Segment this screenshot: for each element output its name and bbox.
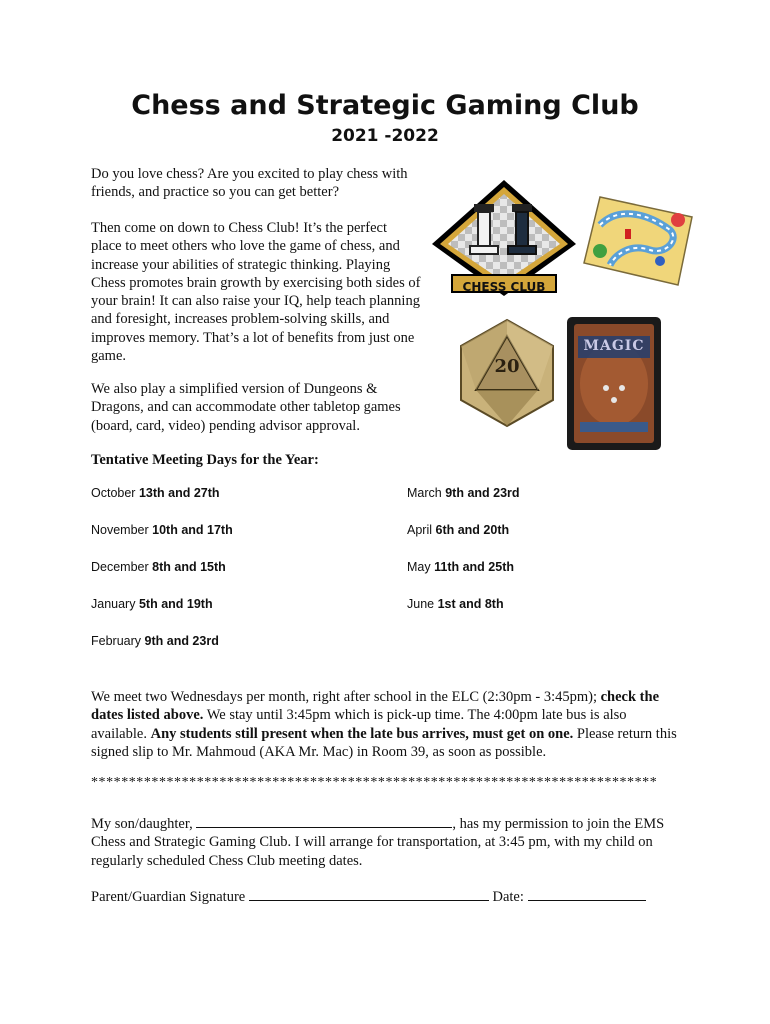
- meeting-day-june: June 1st and 8th: [407, 597, 504, 611]
- d20-face-number: 20: [494, 356, 520, 377]
- page-title: Chess and Strategic Gaming Club: [131, 90, 639, 121]
- meeting-day-december: December 8th and 15th: [91, 560, 226, 574]
- board-game-image: [580, 195, 695, 287]
- cut-line-divider: ***************************************************************************: [91, 775, 658, 790]
- signature-blank[interactable]: [249, 886, 489, 901]
- permission-slip-text: My son/daughter, , has my permission to join the EMS Chess and Strategic Gaming Club. I will arrange for transportation, at 3:45 pm, with my child on regularly scheduled Chess Club meeting dates.: [91, 813, 681, 870]
- date-blank[interactable]: [528, 886, 646, 901]
- meeting-day-may: May 11th and 25th: [407, 560, 514, 574]
- intro-paragraph-2: Then come on down to Chess Club! It’s the perfect place to meet others who love the game of chess, and increase your abilities of strategic thinking. Playing Chess promotes brain growth by exercising both sides of your brain! It can also raise your IQ, help teach planning and foresight, increases problem-solving skills, and improves memory. That’s a lot of benefits from just one game.: [91, 220, 421, 365]
- intro-paragraph-1: Do you love chess? Are you excited to play chess with friends, and practice so you can get better?: [91, 166, 408, 201]
- trading-card-logo-text: MAGIC: [583, 338, 645, 354]
- meeting-day-march: March 9th and 23rd: [407, 486, 520, 500]
- meeting-day-november: November 10th and 17th: [91, 523, 233, 537]
- schedule-paragraph: We meet two Wednesdays per month, right after school in the ELC (2:30pm - 3:45pm); check the dates listed above. We stay until 3:45pm which is pick-up time. The 4:00pm late bus is also available. Any students still present when the late bus arrives, must get on one. Please return this signed slip to Mr. Mahmoud (AKA Mr. Mac) in Room 39, as soon as possible.: [91, 689, 677, 760]
- meeting-days-heading: Tentative Meeting Days for the Year:: [91, 452, 319, 468]
- school-year: 2021 -2022: [331, 126, 439, 146]
- intro-paragraph-3: We also play a simplified version of Dungeons & Dragons, and can accommodate other tabletop games (board, card, video) pending advisor approval.: [91, 381, 401, 434]
- student-name-blank[interactable]: [196, 813, 452, 828]
- chess-club-logo-text: CHESS CLUB: [462, 280, 546, 294]
- signature-line: Parent/Guardian Signature Date:: [91, 886, 681, 906]
- meeting-day-january: January 5th and 19th: [91, 597, 213, 611]
- meeting-day-october: October 13th and 27th: [91, 486, 220, 500]
- meeting-day-february: February 9th and 23rd: [91, 634, 219, 648]
- meeting-day-april: April 6th and 20th: [407, 523, 510, 537]
- trading-card-image: [566, 316, 662, 451]
